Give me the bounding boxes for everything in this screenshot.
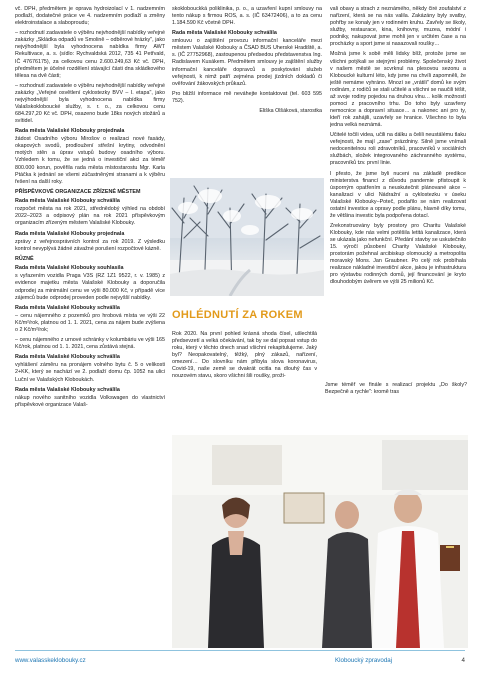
paragraph: s vyřazením vozidla Praga V3S (RZ 1Z1 9522, r. v. 1985) z evidence majetku města Valašské Klobouky a doporučila odprodej za minimální cenu ve výši 80.000 Kč, v případě více zájemců bude odprodej proveden podle nejvyšší nabídky. bbox=[15, 273, 165, 301]
footer-divider bbox=[15, 650, 465, 651]
paragraph: rozpočet města na rok 2021, střednědobý výhled na období 2022–2023 a odpisový plán na rok 2021 příspěvkovým organizacím zřízeným městem Valašské Klobouky. bbox=[15, 206, 165, 227]
section-heading: Rada města Valašské Klobouky schválila bbox=[15, 354, 120, 361]
paragraph: Pro bližší informace mě neváhejte kontaktovat (tel. 603 595 752). bbox=[172, 90, 322, 104]
page-number: 4 bbox=[461, 657, 465, 664]
middle-column-bottom bbox=[172, 331, 317, 429]
paragraph: žádost Osadního výboru Mirošov o realizaci nové fasády, okapových svodů, prodloužení střešní krytiny, odvodnění motých stěn a úprav vstupů budovy osadního výboru. Vzhledem k tomu, že se jedná o investiční akci za téměř 800.000 korun, pověřila rada města místostarostu Mgr. Karla Ptáčka k jednání se všemi zúčastněnými stranami a k výběru řešení na další roky. bbox=[15, 136, 165, 185]
left-column bbox=[15, 6, 165, 651]
section-title: OHLÉDNUTÍ ZA ROKEM bbox=[172, 309, 303, 321]
paragraph: – rozhodnutí zadavatele o výběru nejvhodnější nabídky veřejné zakázky „Veřejné osvětlení cyklostezky BVV – I. etapa", jako nejvýhodnější byla vyhodnocena nabídka firmy Valašskokloboucké služby, s. r. o., za celkovou cenu 684.297,20 Kč vč. DPH, osazeno bude 18ks nových stožárů a svítidel. bbox=[15, 82, 165, 125]
paragraph: Zrekonstruovány byly prostory pro Charitu Valašské Klobouky, kde nás velmi potěšila letitá kanalizace, která se ukázala jako nefunkční. Předání stavby se uskutečnilo 15. výročí působení Charity Valašské Klobouky, prostorám požehnal arcibiskup olomoucký a metropolita moravský Mons. Jan Graubner. Po celý rok probíhala realizace nákladné investiční akce, jakou je infrastruktura pro výstavbu rodinných domů, její financování je kryto dlouhodobým úvěrem ve výši 25 milionů Kč. bbox=[330, 223, 466, 286]
section-heading: Rada města Valašské Klobouky schválila bbox=[15, 198, 120, 205]
section-heading: Rada města Valašské Klobouky souhlasila bbox=[15, 265, 124, 272]
paragraph: vč. DPH, předmětem je oprava hydroizolací v 1. nadzemním podlaží, dodatečné práce ve 4. nadzemním podlaží a změny elektroinstalace a slaboproudu; bbox=[15, 6, 165, 27]
paragraph: – cenu nájemného z urnové schránky v kolumbáriu ve výši 165 Kč/rok, platnou od 1. 1. 2021, cena zůstává stejná. bbox=[15, 337, 165, 351]
ceremony-image bbox=[172, 435, 468, 648]
paragraph: Učitelé točili videa, učili na dálku a čelili neustálému tlaku veřejnosti, že mají „zase" prázdniny. Silně jsme vnímali nedocenitelnou roli zdravotníků, pracovníků v sociálních službách, složek integrovaného záchranného systému, pracovníků tzv. první linie. bbox=[330, 132, 466, 167]
paragraph: skoklobouckká poliklinika, p. o., a uzavření kupní smlouvy na tento nákup s firmou ROS, a. s. (IČ 63472406), a to za cenu 1.184.590 Kč včetně DPH. bbox=[172, 6, 322, 27]
section-heading: RŮZNÉ bbox=[15, 255, 34, 262]
right-column-bottom bbox=[325, 382, 467, 430]
right-column bbox=[330, 6, 466, 382]
paragraph: Jsme téměř ve finále s realizací projektu „Do školy? Bezpečně a rychle": kromě tras bbox=[325, 382, 467, 396]
section-heading: Rada města Valašské Klobouky projednala bbox=[15, 128, 125, 135]
signature-line: Eliška Olšáková, starostka bbox=[259, 108, 322, 115]
winter-landscape-photo bbox=[170, 178, 324, 296]
section-heading: Rada města Valašské Klobouky schválila bbox=[172, 30, 277, 37]
paragraph: Rok 2020. Na první pohled krásná shoda čísel, ušlechtilá předsevzetí a velká očekávání, tak by se dal popsat vstup do roku, který v těchto dnech snad všichni rekapitulujeme. Jaký byl? Neopakovatelný, těžký, plný zákazů, nařízení, omezení… Do slovníku nám přibyla slova koronavirus, Covid-19, naše země se dvakrát ocitla na dlouhý čas v nouzovém stavu, skoro všichni šili roušky, proži- bbox=[172, 331, 317, 380]
section-heading: Rada města Valašské Klobouky schválila bbox=[15, 386, 120, 393]
blessing-ceremony-photo bbox=[172, 435, 468, 648]
paragraph: I přesto, že jsme byli nuceni na základě predikce ministerstva financí z důvodu pandemie přistoupit k úsporným opatřením a neuskutečnit plánované akce – kanalizaci v ulici Nádražní a cyklostezku v úseku Valašské Klobouky–Poteč, podařilo se nám realizovat ostatní investice a opravy podle plánu, hlavně díky tomu, že většina investic byla podpořena dotací. bbox=[330, 170, 466, 219]
section-heading: Rada města Valašské Klobouky projednala bbox=[15, 230, 125, 237]
section-heading: Rada města Valašské Klobouky schválila bbox=[15, 304, 120, 311]
paragraph: vali obavy a strach z neznámého, někdy čiré zoufalství z nařízení, která se na nás valila. Zakázány byly svatby, pohřby se konaly jen v rodinném kruhu. Zavřely se školy, služby, restaurace, kina, knihovny, muzea, módní i podniky, nakupovat jsme mohli jen v určitém čase a na procházky a sport jsme si nasazovali roušky… bbox=[330, 6, 466, 48]
website-link[interactable]: www.valasskeklobouky.cz bbox=[15, 657, 86, 664]
paragraph: zprávy z veřejnosprávních kontrol za rok 2019. Z výsledku kontrol nevyplývá žádné závažné porušení rozpočtové kázně. bbox=[15, 238, 165, 252]
middle-column-top bbox=[172, 6, 322, 172]
paragraph: – rozhodnutí zadavatele o výběru nejvhodnější nabídky veřejné zakázky „Skládka odpadů ve Smolině – odběrové hrázky", jako nejvýhodnější byla vyhodnocena nabídka firmy AWT Rekultivace, a. s. (sídlo: Rychvaldská 2012, 735 41 Petřvald, IČ 47676175), za celkovou cenu 2.600.249,63 Kč vč. DPH, předmětem je účelné rozdělení stávající části dna skládkového tělesa na dvě části; bbox=[15, 30, 165, 79]
paragraph: nákup nového sanitního vozidla Volkswagen do vlastnictví příspěvkové organizace Valaš- bbox=[15, 394, 165, 408]
paragraph: – cenu nájemného z pozemků pro hrobová místa ve výši 22 Kč/m²/rok, platnou od 1. 1. 2021, cena za nájem bude zvýšena o 2 Kč/m²/rok; bbox=[15, 312, 165, 333]
section-heading: PŘÍSPĚVKOVÉ ORGANIZACE ZŘÍZENÉ MĚSTEM bbox=[15, 188, 141, 195]
paragraph: smlouvu o zajištění provozu informační kanceláře mezi městem Valašské Klobouky a ČSAD BUS Uherské Hradiště, a. s. (IČ 27752968), zastoupenou předsedou představenstva Ing. Radislavem Kusákem. Předmětem smlouvy je zajištění služby informační kanceláře dopravců a poskytování služeb veřejnosti, k nimž patří zejména prodej jízdních dokladů či ověřování žákovských průkazů. bbox=[172, 38, 322, 87]
paragraph: vyhlášení záměru na pronájem volného bytu č. 5 o velikosti 2+KK, který se nachází ve 2. podlaží domu čp. 1052 na ulici Luční ve Valašských Kloboukách. bbox=[15, 362, 165, 383]
page-footer bbox=[0, 650, 480, 679]
publication-name: Kloboucký zpravodaj bbox=[335, 657, 393, 664]
winter-trees-image bbox=[170, 178, 324, 296]
paragraph: Možná jsme k sobě měli lidsky blíž, protože jsme se všichni potýkali se stejnými problémy. Společenský život v našem městě se scvrknul na plesovou sezonu a Kloboucké kulturní léto, kdy jsme na chvíli zapomněli, že ještě nemáme vyhráno. Mnozí se „vrátili" domů ke svým rodinám, z rodičů se stali učitelé a všichni se naučili téšit, až svoje rodiny pojedou na druhou vlnu… kolik možností pomoci z pracovního trhu. Do toho byly uzavřeny nemocnice a dopravní situace… a nakonec ani pro ty, kteří rok zahájili, uzavřely se hranice. Všechno to byla jedna velká neznámá. bbox=[330, 51, 466, 128]
